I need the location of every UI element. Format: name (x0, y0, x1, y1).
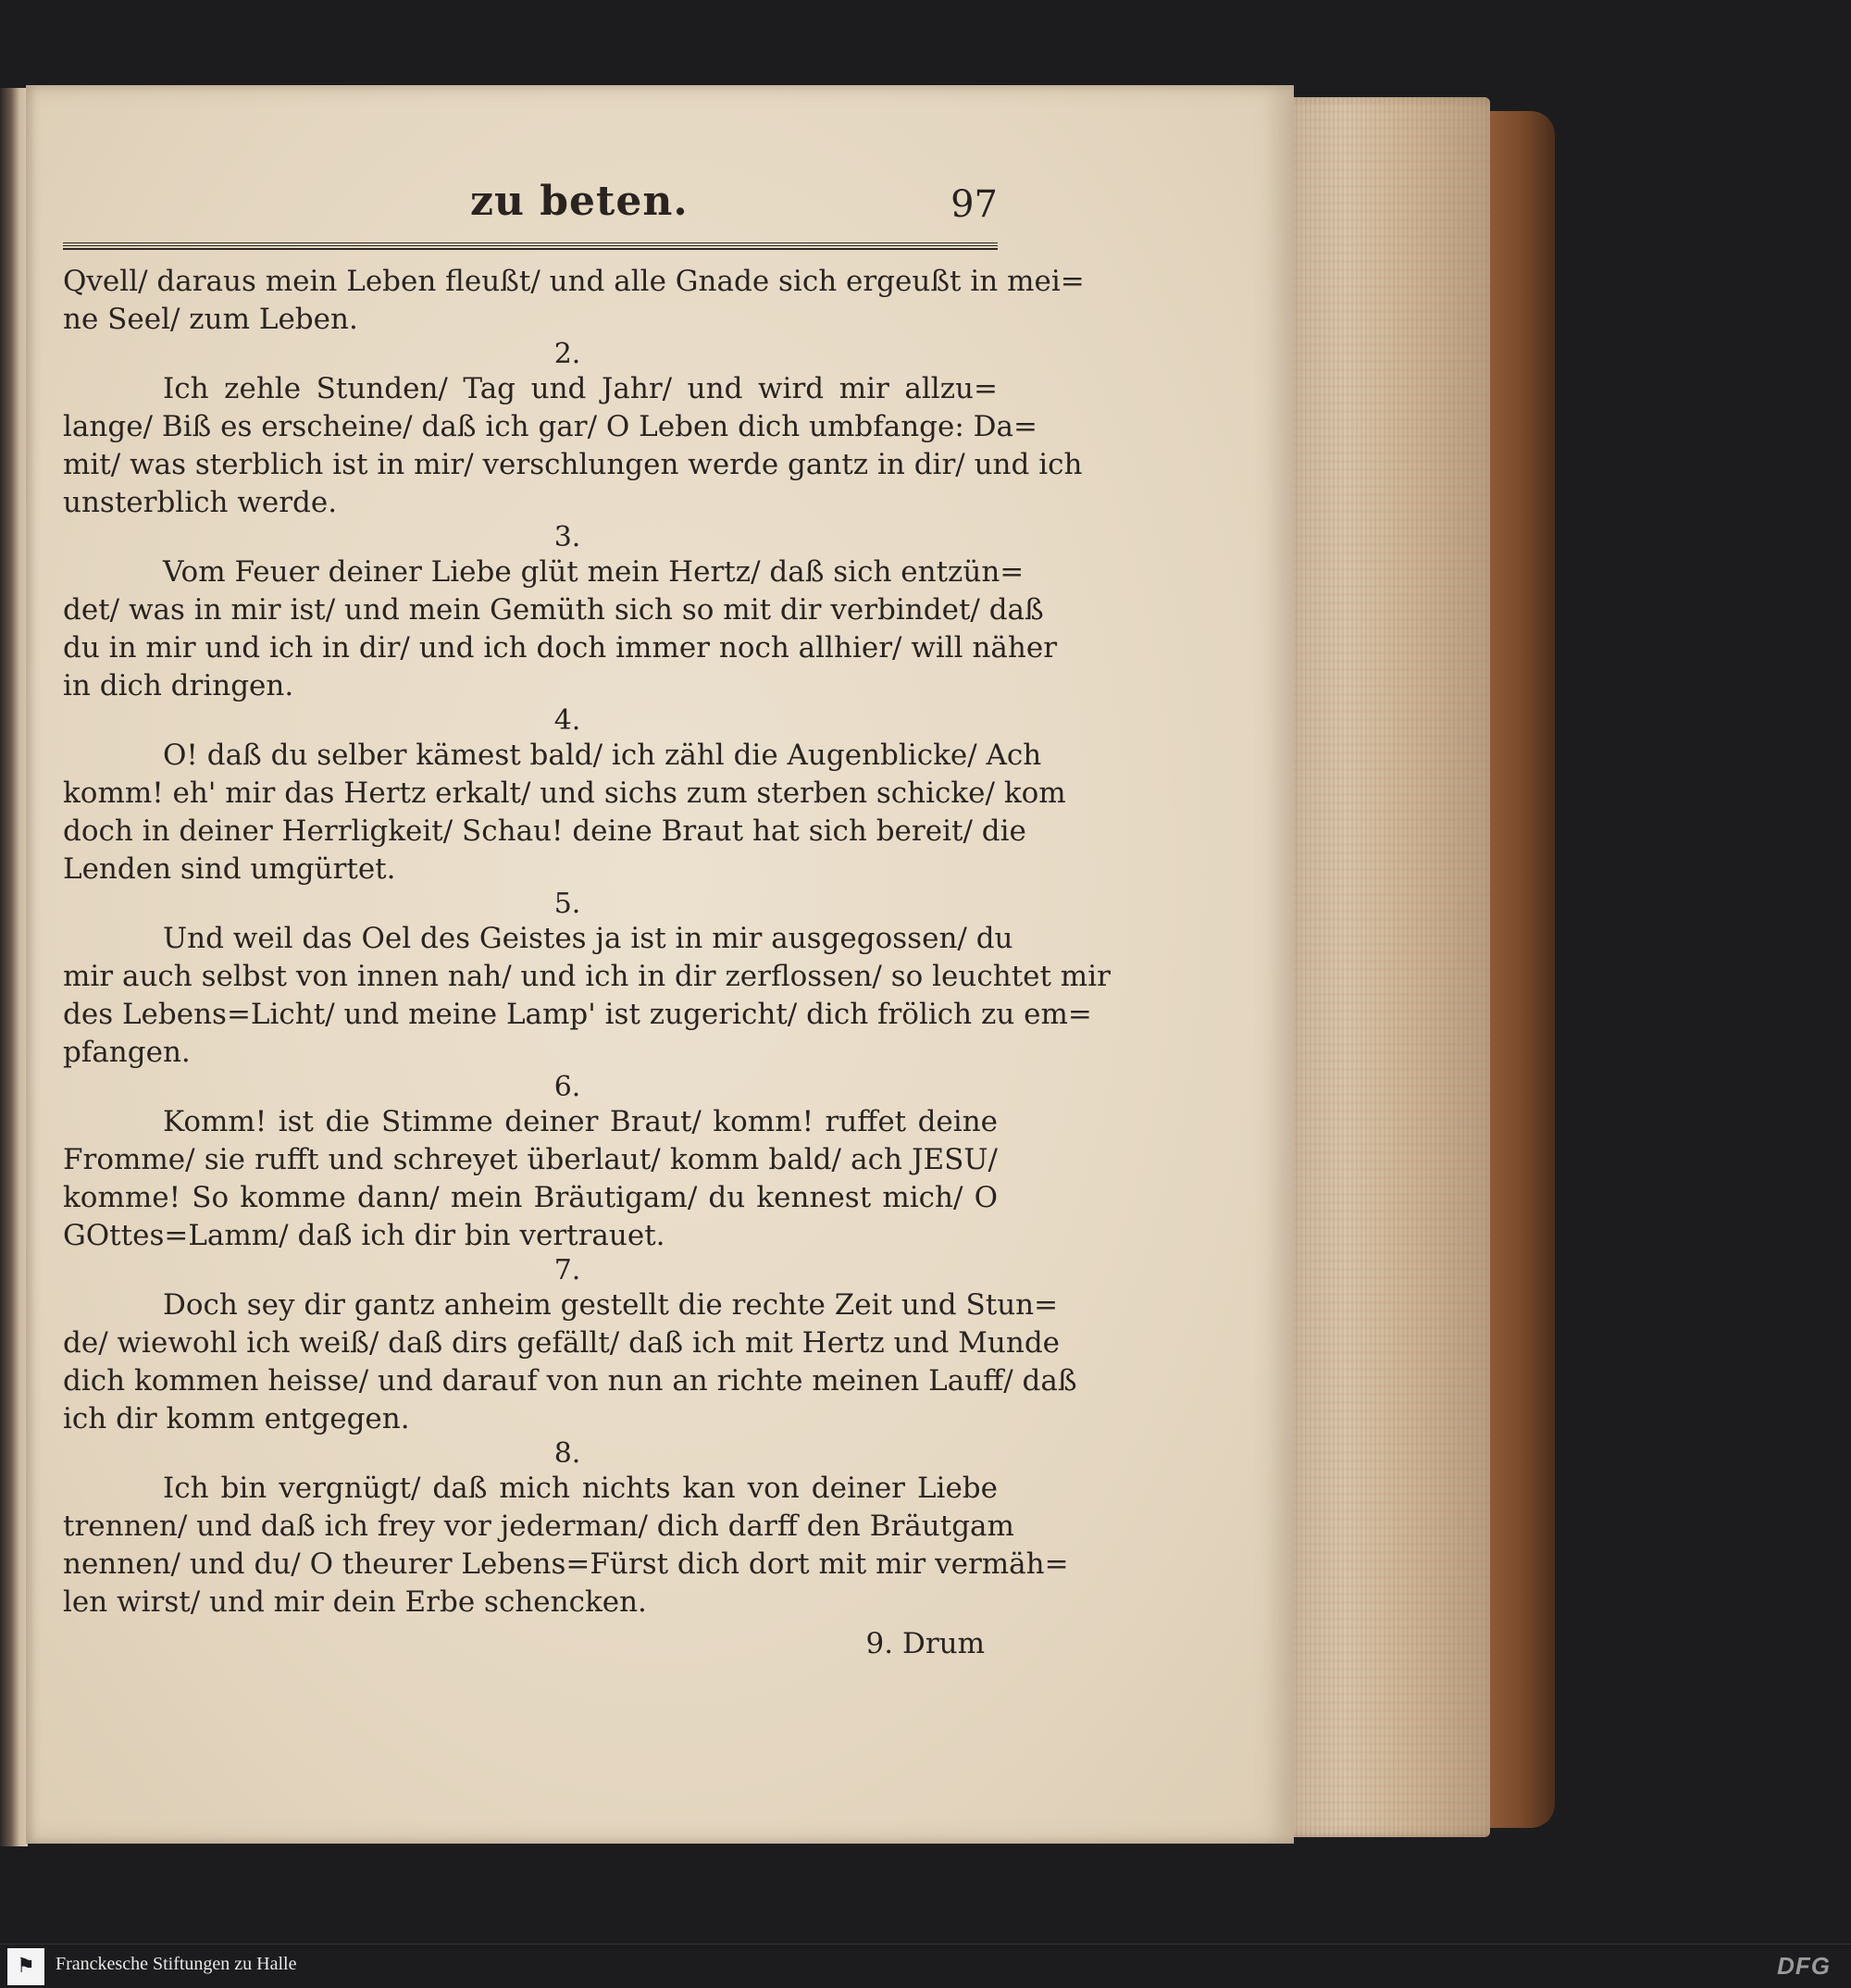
text-line: Qvell/ daraus mein Leben fleußt/ und alle Gnade sich ergeußt in mei= (63, 265, 1085, 298)
text-block (63, 178, 1111, 1664)
text-line: in dich dringen. (63, 669, 294, 702)
verse-number: 2. (553, 338, 581, 370)
page-number: 97 (950, 183, 998, 226)
running-title: zu beten. (470, 178, 689, 225)
text-line: Ich zehle Stunden/ Tag und Jahr/ und wird mir allzu= (163, 372, 998, 405)
verse-number: 6. (553, 1071, 581, 1103)
text-line: len wirst/ und mir dein Erbe schencken. (63, 1585, 647, 1619)
text-line: Vom Feuer deiner Liebe glüt mein Hertz/ daß sich entzün= (163, 555, 1025, 589)
text-line: komm! eh' mir das Hertz erkalt/ und sichs zum sterben schicke/ kom (63, 777, 1066, 810)
foundation-logo-icon[interactable]: ⚑ (7, 1948, 44, 1985)
text-line: Ich bin vergnügt/ daß mich nichts kan von deiner Liebe (163, 1472, 998, 1505)
verse-number: 3. (553, 521, 581, 553)
text-line: ne Seel/ zum Leben. (63, 303, 358, 336)
text-line: nennen/ und du/ O theurer Lebens=Fürst dich dort mit mir vermäh= (63, 1547, 1069, 1581)
text-line: lange/ Biß es erscheine/ daß ich gar/ O Leben dich umbfange: Da= (63, 410, 1037, 443)
book-page (26, 85, 1294, 1844)
text-line: Doch sey dir gantz anheim gestellt die rechte Zeit und Stun= (163, 1288, 1059, 1322)
book-fore-edge (1282, 97, 1490, 1837)
head-rule (63, 242, 998, 250)
footer-bar (0, 1944, 1851, 1988)
text-line: Komm! ist die Stimme deiner Braut/ komm! ruffet deine (163, 1105, 998, 1138)
text-line: O! daß du selber kämest bald/ ich zähl die Augenblicke/ Ach (163, 739, 1042, 772)
dfg-logo[interactable]: DFG (1777, 1952, 1831, 1980)
text-line: Lenden sind umgürtet. (63, 852, 396, 886)
verse-number: 8. (553, 1437, 581, 1470)
organization-name[interactable]: Franckesche Stiftungen zu Halle (56, 1954, 297, 1974)
text-line: dich kommen heisse/ und darauf von nun an richte meinen Lauff/ daß (63, 1364, 1077, 1398)
catchword: 9. Drum (865, 1627, 985, 1660)
text-line: unsterblich werde. (63, 486, 338, 519)
verse-number: 4. (553, 704, 581, 737)
verse-number: 7. (553, 1254, 581, 1286)
text-line: Und weil das Oel des Geistes ja ist in mir ausgegossen/ du (163, 922, 1013, 955)
text-line: komme! So komme dann/ mein Bräutigam/ du kennest mich/ O (63, 1181, 998, 1214)
text-line: doch in deiner Herrligkeit/ Schau! deine Braut hat sich bereit/ die (63, 814, 1026, 848)
text-line: pfangen. (63, 1036, 191, 1069)
previous-page-edge (0, 88, 28, 1846)
text-line: trennen/ und daß ich frey vor jederman/ dich darff den Bräutgam (63, 1510, 1014, 1543)
text-line: GOttes=Lamm/ daß ich dir bin vertrauet. (63, 1219, 665, 1252)
text-line: du in mir und ich in dir/ und ich doch immer noch allhier/ will näher (63, 631, 1058, 665)
running-head (63, 178, 998, 242)
text-line: mir auch selbst von innen nah/ und ich in dir zerflossen/ so leuchtet mir (63, 960, 1111, 993)
body-text (63, 263, 1111, 1621)
text-line: de/ wiewohl ich weiß/ daß dirs gefällt/ daß ich mit Hertz und Munde (63, 1326, 1061, 1360)
text-line: Fromme/ sie rufft und schreyet überlaut/ komm bald/ ach JESU/ (63, 1143, 998, 1176)
text-line: mit/ was sterblich ist in mir/ verschlungen werde gantz in dir/ und ich (63, 448, 1083, 481)
text-line: ich dir komm entgegen. (63, 1402, 410, 1435)
verse-number: 5. (553, 888, 581, 920)
text-line: det/ was in mir ist/ und mein Gemüth sich so mit dir verbindet/ daß (63, 593, 1044, 627)
text-line: des Lebens=Licht/ und meine Lamp' ist zugericht/ dich frölich zu em= (63, 998, 1092, 1031)
